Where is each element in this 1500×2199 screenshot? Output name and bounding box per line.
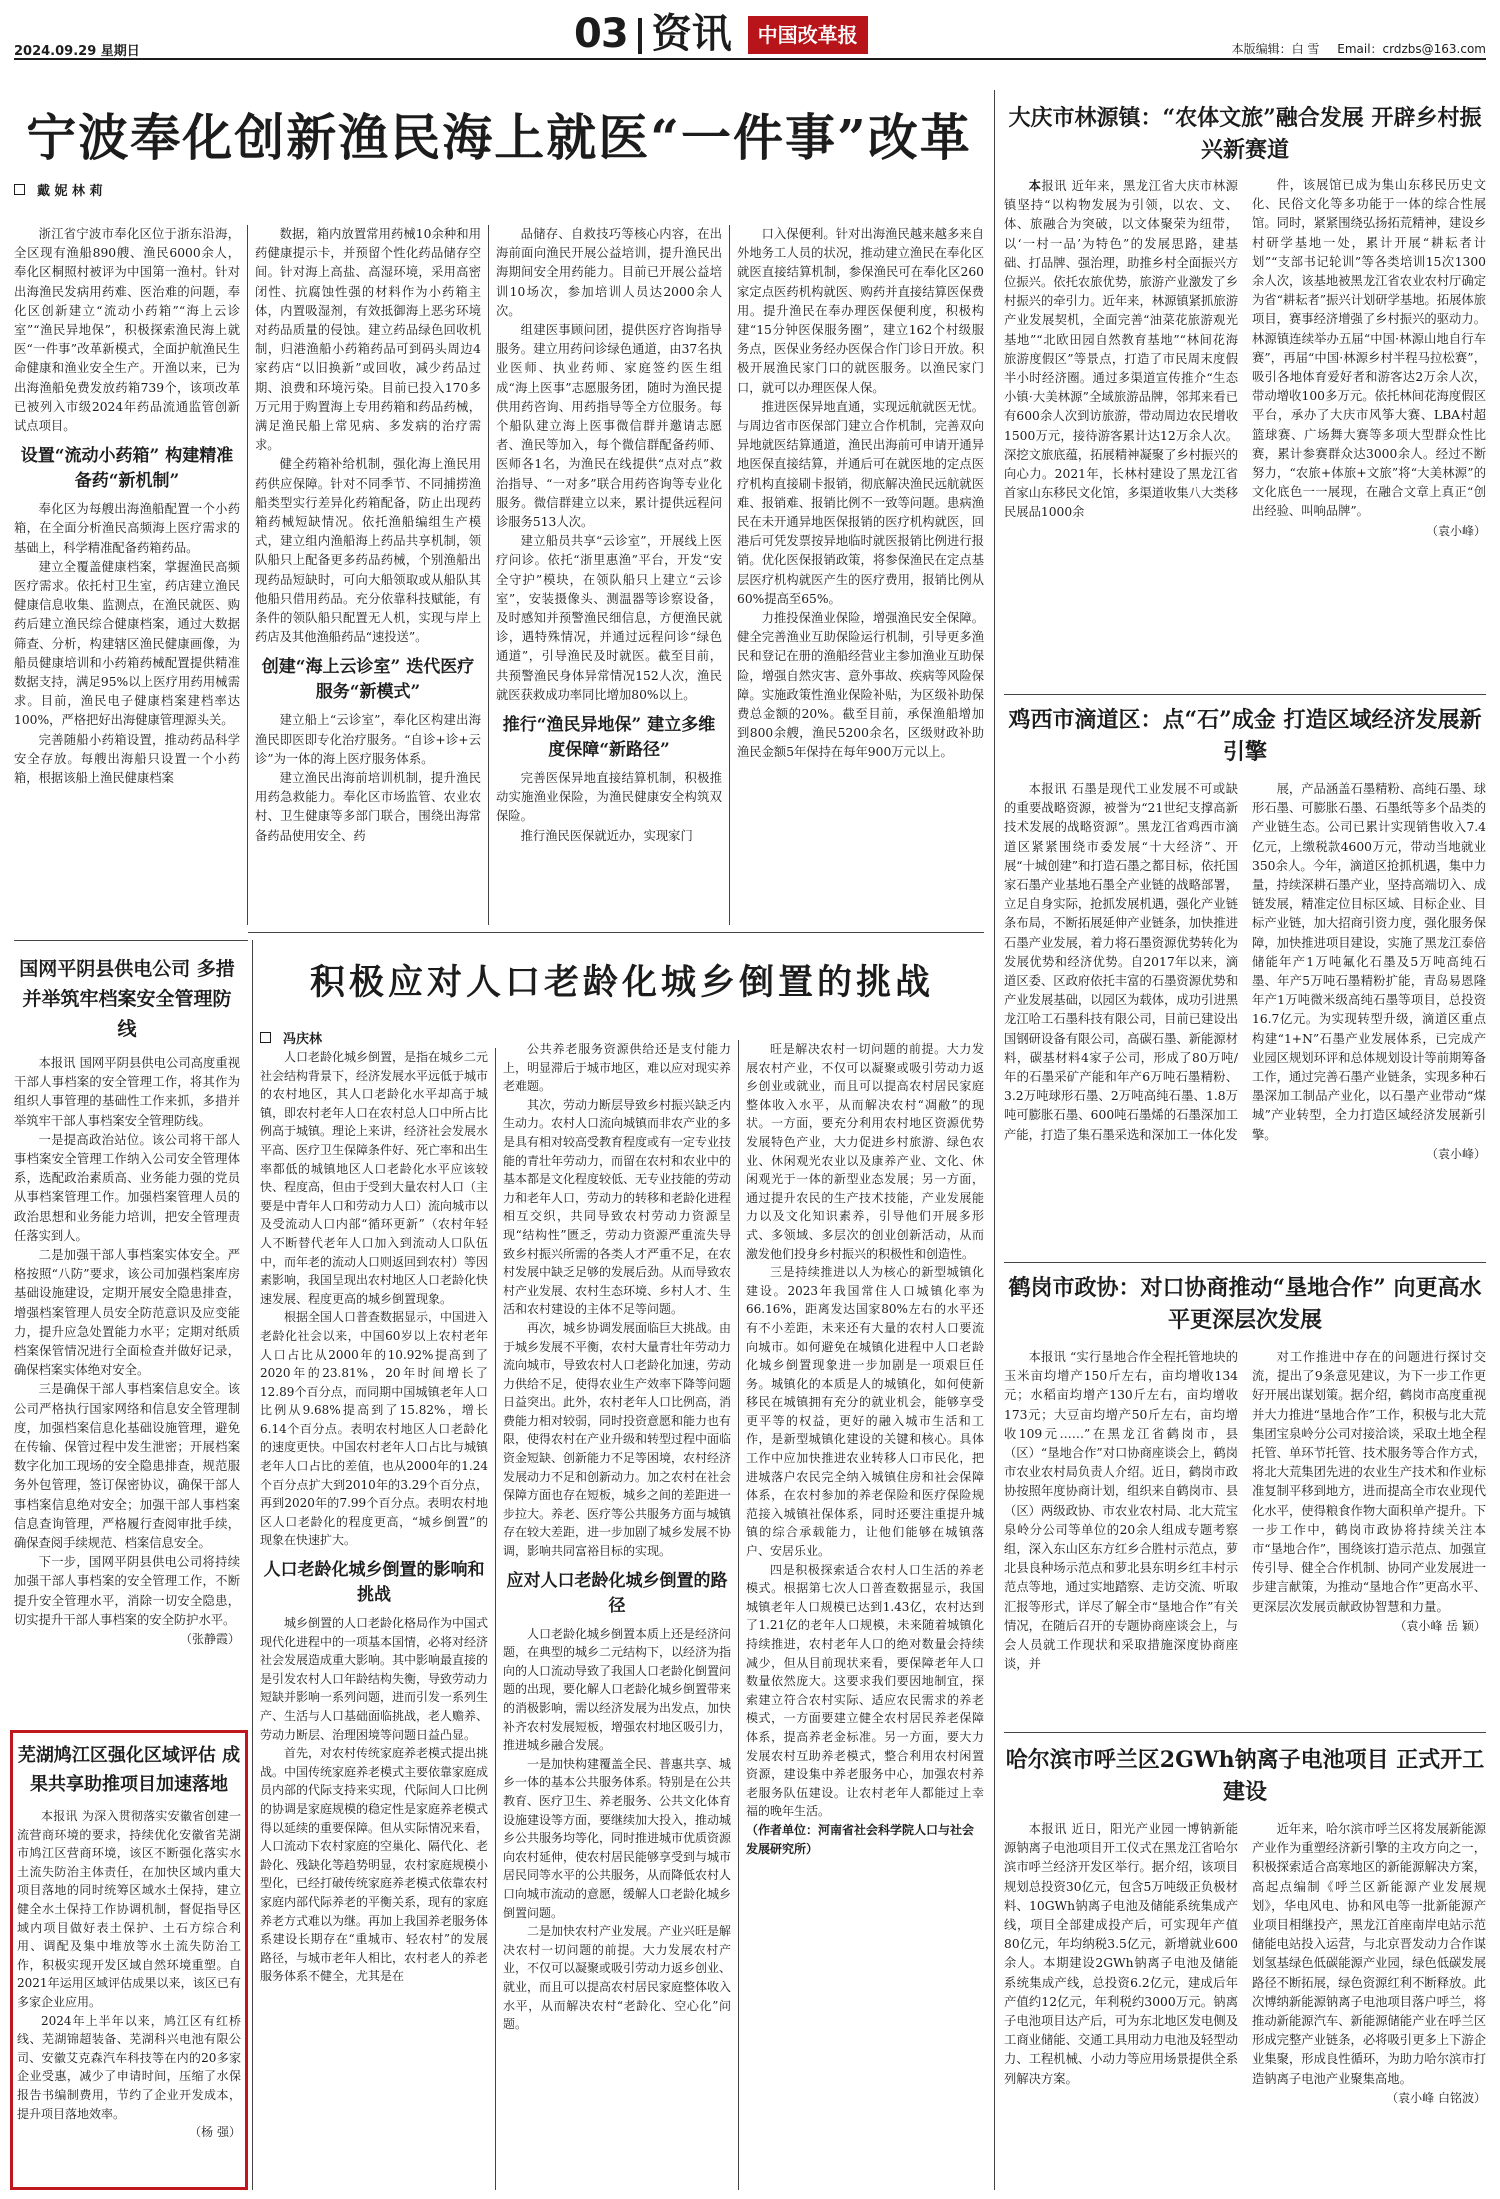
ningbo-headline: 宁波奉化创新渔民海上就医“一件事”改革 bbox=[26, 108, 972, 167]
harbin-headline: 哈尔滨市呼兰区2GWh钠离子电池项目 正式开工建设 bbox=[1005, 1747, 1485, 1805]
author-credit: （袁小峰） bbox=[1425, 1146, 1486, 1161]
hegang-col-1 bbox=[1004, 1348, 1238, 1726]
guoguo-headline: 国网平阴县供电公司 多措并举筑牢档案安全管理防线 bbox=[19, 958, 235, 1040]
author-credit: （袁小峰） bbox=[1425, 523, 1486, 538]
aging-col-2 bbox=[503, 1040, 731, 2190]
paragraph: 力推投保渔业保险，增强渔民安全保障。健全完善渔业互助保险运行机制，引导更多渔民和登记在册的渔船经营业主参加渔业互助保险，增强自然灾害、意外事故、疾病等风险保障。实施政策性渔业保险补贴，为区级补助保费总金额的20%。截至目前，承保渔船增加到800余艘，渔民5200余名，区级财政补助渔民金额5年保持在每年900万元以上。 bbox=[737, 611, 984, 760]
wuhu-article-highlight bbox=[10, 1730, 248, 2190]
paragraph: 下一步，国网平阴县供电公司将持续加强干部人事档案的安全管理工作，不断提升安全管理水平，消除一切安全隐患，切实提升干部人事档案的安全防护水平。 bbox=[14, 1555, 240, 1627]
aging-headline: 积极应对人口老龄化城乡倒置的挑战 bbox=[309, 962, 934, 1003]
ningbo-col-1 bbox=[14, 225, 240, 925]
guoguo-article bbox=[14, 950, 240, 1720]
ningbo-col-3 bbox=[496, 225, 722, 925]
ningbo-byline: 戴 妮 林 莉 bbox=[14, 180, 984, 199]
paragraph: 本报讯 为深入贯彻落实安徽省创建一流营商环境的要求，持续优化安徽省芜湖市鸠江区营商环境，该区不断强化落实水土流失防治主体责任，在加快区域内重大项目落地的同时统筹区域水土保持，建立健全水土保持工作协调机制，督促指导区域内项目做好表土保护、土石方综合利用、调配及集中堆放等水土流失防治工作，积极实现开发区域自然环境重塑。自2021年运用区域评估成果以来，该区已有多家企业应用。 bbox=[17, 1809, 241, 2009]
ningbo-header bbox=[14, 90, 984, 220]
jixi-col-2 bbox=[1252, 780, 1486, 1256]
paragraph: 本报讯 国网平阴县供电公司高度重视干部人事档案的安全管理工作，将其作为组织人事管理的基础性工作来抓，多措并举筑牢干部人事档案安全管理防线。 bbox=[14, 1056, 240, 1128]
masthead bbox=[14, 11, 1486, 60]
harbin-col-1 bbox=[1004, 1820, 1238, 2190]
paragraph: 本报讯 近日，阳光产业园一博钠新能源钠离子电池项目开工仪式在黑龙江省哈尔滨市呼兰经济开发区举行。据介绍，该项目规划总投资30亿元，包含5万吨级正负极材料、10GWh钠离子电池及储能系统集成产线，项目全部建成投产后，可实现年产值80亿元，年均纳税3.5亿元，新增就业600余人。本期建设2GWh钠离子电池及储能系统集成产线，总投资6.2亿元，建成后年产值约12亿元，年利税约3000万元。钠离子电池项目达产后，可为东北地区发电侧及工商业储能、交通工具用动力电池及轻型动力、工程机械、小动力等应用场景提供全系列解决方案。 bbox=[1004, 1822, 1238, 2086]
paragraph: 展，产品涵盖石墨精粉、高纯石墨、球形石墨、可膨胀石墨、石墨纸等多个品类的产业链生态。公司已累计实现销售收入7.4亿元，上缴税款4600万元，带动当地就业350余人。今年，滴道区抢抓机遇，集中力量，持续深耕石墨产业，坚持高端切入、成链发展，精准定位目标区域、目标企业、目标产业链，加大招商引资力度，强化服务保障，加快推进项目建设，实施了黑龙江泰倍储能年产1万吨氟化石墨及5万吨高纯石墨、年产5万吨石墨精粉扩能，青岛易恩隆年产1万吨微米级高纯石墨等项目，总投资16.7亿元。为实现转型升级，滴道区重点构建“1+N”石墨产业发展体系，已完成产业园区规划环评和总体规划设计等前期筹备工作，通过完善石墨产业链条，实现多种石墨深加工制品产业化，以石墨产业带动“煤城”产业转型，全力打造区域经济发展新引擎。 bbox=[1252, 782, 1486, 1142]
daqing-article bbox=[1004, 96, 1486, 688]
section-rule bbox=[1004, 694, 1486, 695]
paragraph: 推进医保异地直通，实现远航就医无忧。与周边省市医保部门建立合作机制，完善双向异地就医结算通道，渔民出海前可申请开通异地医保直接结算，并通后可在就医地的定点医疗机构直接刷卡报销，彻底解决渔民远航就医难、报销难、报销比例不一致等问题。患病渔民在未开通异地医保报销的医疗机构就医，回港后可凭发票按异地临时就医报销比例进行报销。优化医保报销政策，将参保渔民在定点基层医疗机构就医产生的医疗费用，报销比例从60%提高至65%。 bbox=[737, 399, 984, 606]
paragraph: 对工作推进中存在的问题进行探讨交流，提出了9条意见建议，为下一步工作更好开展出谋划策。据介绍，鹤岗市高度重视并大力推进“垦地合作”工作，积极与北大荒集团宝泉岭分公司对接洽谈，采取土地全程托管、单环节托管、技术服务等合作方式，将北大荒集团先进的农业生产技术和作业标准复制平移到地方，进而提高全市农业现代化水平，使得粮食作物大面积单产提升。下一步工作中，鹤岗市政协将持续关注本市“垦地合作”，围绕该打造示范点、加强宣传引导、健全合作机制、协同产业发展进一步建言献策，为推动“垦地合作”更高水平、更深层次发展贡献政协智慧和力量。 bbox=[1252, 1350, 1486, 1614]
section-rule bbox=[14, 940, 248, 941]
paragraph: 近年来，哈尔滨市呼兰区将发展新能源产业作为重塑经济新引擎的主攻方向之一，积极探索适合高寒地区的新能源解决方案，高起点编制《呼兰区新能源产业发展规划》，华电风电、协和风电等一批新能源产业项目相继投产，黑龙江首座南岸电站示范储能电站投入运营，与北京晋发动力合作谋划氢基绿色低碳能源产业园，绿色低碳发展路径不断拓展，绿色资源红利不断释放。此次博纳新能源钠离子电池项目落户呼兰，将推动新能源汽车、新能源储能产业在呼兰区形成完整产业链条，必将吸引更多上下游企业集聚，形成良性循环，为助力哈尔滨市打造钠离子电池产业聚集高地。 bbox=[1252, 1822, 1486, 2086]
paragraph: 根据全国人口普查数据显示，中国进入老龄化社会以来，中国60岁以上农村老年人口占比从2000年的10.92%提高到了2020年的23.81%，20年时间增长了12.89个百分点，而同期中国城镇老年人口比例从9.68%提高到了15.82%，增长6.14个百分点。表明农村地区人口老龄化的速度更快。中国农村老年人口占比与城镇老年人口占比的差值，也从2000年的1.24个百分点扩大到2010年的3.29个百分点，再到2020年的7.99个百分点。表明农村地区人口老龄化的程度更高，“城乡倒置”的现象在快速扩大。 bbox=[260, 1310, 488, 1548]
paragraph: 首先，对农村传统家庭养老模式提出挑战。中国传统家庭养老模式主要依靠家庭成员内部的代际支持来实现，代际间人口比例的协调是家庭规模的稳定性是家庭养老模式得以延续的重要保障。但从实际情况来看，人口流动下农村家庭的空巢化、隔代化、老龄化、残缺化等趋势明显，农村家庭规模小型化，已经打破传统家庭养老模式依靠农村家庭内部代际养老的平衡关系，现有的家庭养老方式难以为继。再加上我国养老服务体系建设长期存在“重城市、轻农村”的发展路径，与城市老年人相比，农村老人的养老服务体系不健全，尤其是在 bbox=[260, 1746, 488, 1984]
paragraph: 本报讯 石墨是现代工业发展不可或缺的重要战略资源，被誉为“21世纪支撑高新技术发展的战略资源”。黑龙江省鸡西市滴道区紧紧围绕市委发展“十大经济”、开展“十城创建”和打造石墨之都目标，依托国家石墨产业基地石墨全产业链的战略部署，立足自身实际，抢抓发展机遇，强化产业链条布局，不断拓展延伸产业链条，加快推进石墨产业发展，着力将石墨资源优势转化为发展优势和经济优势。自2017年以来，滴道区委、区政府依托丰富的石墨资源优势和产业发展基础，以园区为载体，成功引进黑龙江哈工石墨科技有限公司，目前已建设出国钢研设备有限公司，高碳石墨、新能源材料，碳基材料4家子公司，形成了80万吨/年的石墨采矿产能和年产6万吨石墨精粉、3.2万吨球形石墨、2万吨高纯石墨、1.8万吨可膨胀石墨、600吨石墨烯的石墨深加工产能，打造了集石墨采选和深加工一体化发 bbox=[1004, 782, 1238, 1142]
paragraph: 推行渔民医保就近办，实现家门 bbox=[520, 828, 693, 843]
paragraph: 本报讯 “实行垦地合作全程托管地块的玉米亩均增产150斤左右，亩均增收134元；水稻亩均增产130斤左右，亩均增收173元；大豆亩均增产50斤左右，亩均增收109元……”在黑龙江省鹤岗市，县（区）“垦地合作”对口协商座谈会上，鹤岗市农业农村局负责人介绍。近日，鹤岗市政协按照年度协商计划，组织来自鹤岗市、县（区）两级政协、市农业农村局、北大荒宝泉岭分公司等单位的20余人组成专题考察组，深入东山区东方红乡合胜村示范点，萝北县良种场示范点和萝北县东明乡红丰村示范点等地，通过实地踏察、走访交流、听取汇报等形式，详尽了解全市“垦地合作”有关情况，在随后召开的专题协商座谈会上，与会人员就工作现状和采取措施深度协商座谈，并 bbox=[1004, 1350, 1238, 1672]
paragraph: 三是持续推进以人为核心的新型城镇化建设。2023年我国常住人口城镇化率为66.16%，距离发达国家80%左右的水平还有不小差距，未来还有大量的农村人口要流向城市。如何避免在城镇化进程中人口老龄化城乡倒置现象进一步加剧是一项艰巨任务。城镇化的本质是人的城镇化，如何使新移民在城镇拥有充分的就业机会，能够享受更平等的权益，更好的融入城市生活和工作，是新型城镇化建设的关键和核心。具体工作中应加快推进农业转移人口市民化，把进城落户农民完全纳入城镇住房和社会保障体系，在农村参加的养老保险和医疗保险规范接入城镇社保体系，同时还要注重提升城镇的综合承载能力，让他们能够在城镇落户、安居乐业。 bbox=[746, 1265, 984, 1559]
paragraph: 健全药箱补给机制，强化海上渔民用药供应保障。针对不同季节、不同捕捞渔船类型实行差异化药箱配备，防止出现药箱药械短缺情况。依托渔船编组生产模式，建立组内渔船海上药品共享机制，领队船只上配备更多药品药械，个别渔船出现药品短缺时，可向大船领取或从船队其他船只借用药品。充分依靠科技赋能，有条件的领队船只配置无人机，实现与岸上药店及其他渔船药品“速投送”。 bbox=[255, 457, 481, 645]
masthead-info bbox=[1218, 40, 1486, 57]
section-rule bbox=[1004, 1262, 1486, 1263]
paragraph: 建立全覆盖健康档案，掌握渔民高频医疗需求。依托村卫生室，药店建立渔民健康信息收集、监测点，在渔民就医、购药后建立渔民综合健康档案，通过大数据筛查、分析，构建辖区渔民健康画像，为船员健康培训和小药箱药械配置提供精准数据支持，满足95%以上医疗用药用械需求。目前，渔民电子健康档案建档率达100%，严格把好出海健康管理源头关。 bbox=[14, 559, 240, 728]
hegang-article bbox=[1004, 1268, 1486, 1726]
paragraph: 二是加快农村产业发展。产业兴旺是解决农村一切问题的前提。大力发展农村产业，不仅可以凝聚或吸引劳动力返乡创业、就业，而且可以提高农村居民家庭整体收入水平，从而解决农村“老龄化、空心化”问题。 bbox=[503, 1924, 731, 2032]
subheading: 创建“海上云诊室” 迭代医疗服务“新模式” bbox=[261, 657, 475, 703]
paragraph: 建立船员共享“云诊室”，开展线上医疗问诊。依托“浙里惠渔”平台，开发“安全守护”模块，在领队船只上建立“云诊室”，安装摄像头、测温器等诊察设备，及时感知并预警渔民细信息，方便渔民就诊，遇特殊情况，并通过远程问诊“绿色通道”，引导渔民及时就医。截至目前，共预警渔民身体异常情况152人次，渔民就医获救成功率同比增加80%以上。 bbox=[496, 534, 722, 702]
wuhu-body bbox=[17, 1807, 241, 2142]
column-rule bbox=[495, 1048, 496, 2190]
wuhu-headline: 芜湖鸠江区强化区域评估 成果共享助推项目加速落地 bbox=[17, 1745, 241, 1795]
page-title-group bbox=[574, 11, 868, 57]
paragraph: 旺是解决农村一切问题的前提。大力发展农村产业，不仅可以凝聚或吸引劳动力返乡创业或就业，而且可以提高农村居民家庭整体收入水平，从而解决农村“凋敝”的现状。一方面，要充分利用农村地区资源优势发展特色产业，大力促进乡村旅游、绿色农业、休闲观光农业以及康养产业、文化、休闲观光于一体的新型业态发展；另一方面，通过提升农民的生产技术技能，产业发展能力以及文化知识素养，引导他们开展多形式、多领域、多层次的创业创新活动，从而激发他们投身乡村振兴的积极性和创造性。 bbox=[746, 1042, 984, 1261]
page-number: 03 bbox=[574, 11, 628, 57]
paragraph: 公共养老服务资源供给还是支付能力上，明显滞后于城市地区，难以应对现实养老难题。 bbox=[503, 1042, 731, 1094]
subheading: 应对人口老龄化城乡倒置的路径 bbox=[506, 1570, 728, 1616]
guoguo-body bbox=[14, 1054, 240, 1649]
editor-credit: 本版编辑：白 雪 bbox=[1231, 42, 1320, 56]
author-credit: （张静霞） bbox=[179, 1632, 240, 1647]
section-rule bbox=[1004, 1732, 1486, 1733]
paragraph: 口入保便利。针对出海渔民越来越多来自外地务工人员的状况，推动建立渔民在奉化区就医直接结算机制，参保渔民可在奉化区260家定点医药机构就医、购药并直接结算医保费用。提升渔民在奉办理医保便利度，积极构建“15分钟医保服务圈”，建立162个村级服务点，医保业务经办医保合作门诊日开放。积极开展渔民家门口的就医服务。以渔民家门口，就可以办理医保人保。 bbox=[737, 227, 984, 395]
aging-byline: 冯庆林 bbox=[260, 1028, 460, 1047]
paragraph: 完善随船小药箱设置，推动药品科学安全存放。每艘出海船只设置一个小药箱，根据该船上渔民健康档案 bbox=[14, 732, 240, 786]
paragraph: 2024年上半年以来，鸠江区有红桥线、芜湖锦超装备、芜湖科兴电池有限公司、安徽艾克森汽车科技等在内的20多家企业受惠，减少了申请时间，压缩了水保报告书编制费用，节约了企业开发成本，提升项目落地效率。 bbox=[17, 2013, 241, 2121]
author-credit: （杨 强） bbox=[189, 2125, 241, 2140]
paragraph: 数据，箱内放置常用药械10余种和用药健康提示卡，并预留个性化药品储存空间。针对海上高盐、高湿环境，采用高密闭性、抗腐蚀性强的材料作为小药箱主体，内置吸湿剂，有效抵御海上恶劣环境对药品质量的侵蚀。建立药品绿色回收机制，归港渔船小药箱药品可到码头周边4家药店“以旧换新”或回收，减少药品过期、浪费和环境污染。目前已投入170多万元用于购置海上专用药箱和药品药械，满足渔民船上常见病、多发病的治疗需求。 bbox=[255, 227, 481, 453]
harbin-col-2 bbox=[1252, 1820, 1486, 2190]
aging-col-3 bbox=[746, 1040, 984, 2190]
daqing-col-2 bbox=[1252, 176, 1486, 688]
column-rule bbox=[252, 940, 253, 2190]
paragraph: 一是加快构建覆盖全民、普惠共享、城乡一体的基本公共服务体系。特别是在公共教育、医疗卫生、养老服务、公共文化体育设施建设等方面，要继续加大投入，推动城乡公共服务均等化，同时推进城市优质资源向农村延伸，使农村居民能够享受到与城市居民同等水平的公共服务，从而降低农村人口向城市流动的意愿，缓解人口老龄化城乡倒置问题。 bbox=[503, 1756, 731, 1920]
column-rule bbox=[738, 1040, 739, 2190]
paragraph: 本报讯 近年来，黑龙江省大庆市林源镇坚持“以构物发展为引领，以农、文、体、旅融合为突破，以文体聚荣为纽带，以‘一村一品’为特色”的发展思路，建基础、打品牌、强治理，助推乡村全面振兴方位振兴。依托农旅优势，旅游产业激发了乡村振兴的牵引力。近年来，林源镇紧抓旅游产业发展契机，全面完善“油菜花旅游观光基地”“北欧田园自然教育基地”“林间花海旅游度假区”等景点，打造了市民周末度假半小时经济圈。通过多渠道宣传推介“生态小镇·大美林源”全域旅游品牌，邻邦来看已有600余人次到访旅游，带动周边农民增收1500万元，接待游客累计达12万余人次。深挖文旅底蕴，拓展精神凝聚了乡村振兴的向心力。2021年，长林村建设了黑龙江省首家山东移民文化馆，多渠道收集八大类移民展品1000余 bbox=[1004, 178, 1238, 520]
divider bbox=[638, 18, 642, 54]
ningbo-col-4 bbox=[737, 225, 984, 925]
paragraph: 三是确保干部人事档案信息安全。该公司严格执行国家网络和信息安全管理制度，加强档案信息化基础设施管理，避免在传输、保管过程中发生泄密；开展档案数字化加工现场的安全隐患排查，规范服务外包管理，签订保密协议，确保干部人事档案信息绝对安全；加强干部人事档案信息查询管理，严格履行查阅审批手续，确保查阅手续规范、档案信息安全。 bbox=[14, 1382, 240, 1551]
paragraph: 组建医事顾问团，提供医疗咨询指导服务。建立用药问诊绿色通道，由37名执业医师、执业药师、家庭签约医生组成“海上医事”志愿服务团，随时为渔民提供用药咨询、用药指导等全方位服务。每个船队建立海上医事微信群并邀请志愿者、渔民等加入，每个微信群配备药师、医师各1名，为渔民在线提供“点对点”救治指导、“一对多”联合用药咨询等专业化服务。微信群建立以来，累计提供远程问诊服务513人次。 bbox=[496, 323, 722, 530]
paragraph: 其次，劳动力断层导致乡村振兴缺乏内生动力。农村人口流向城镇而非农产业的多是具有相对较高受教育程度或有一定专业技能的青壮年劳动力，而留在农村和农业中的基本都是文化程度较低、无专业技能的劳动力和老年人口，劳动力的转移和老龄化进程相互交织，共同导致农村劳动力资源呈现“结构性”匮乏，劳动力资源严重流失导致乡村振兴所需的各类人才严重不足，在农村发展中缺乏足够的发展后劲。从而导致农村产业发展、农村生态环境、乡村人才、生活和农村建设的主体不足等问题。 bbox=[503, 1097, 731, 1317]
paragraph: 四是积极探索适合农村人口生活的养老模式。根据第七次人口普查数据显示，我国城镇老年人口规模已达到1.43亿，农村达到了1.21亿的老年人口规模，未来随着城镇化持续推进，农村老年人口的绝对数量会持续减少，但从目前现状来看，要保障老年人口数量依然庞大。这要求我们要因地制宜，探索建立符合农村实际、适应农民需求的养老模式，一方面要建立健全农村居民养老保障体系，提高养老金标准。另一方面，要大力发展农村互助养老模式，整合利用农村闲置资源，建设集中养老服务中心，加强农村养老服务队伍建设。让农村老年人都能过上幸福的晚年生活。 bbox=[746, 1562, 984, 1819]
subheading: 设置“流动小药箱” 构建精准备药“新机制” bbox=[20, 446, 234, 492]
column-rule bbox=[994, 90, 995, 2190]
paragraph: 品储存、自救技巧等核心内容，在出海前面向渔民开展公益培训，提升渔民出海期间安全用药能力。目前已开展公益培训10场次，参加培训人员达2000余人次。 bbox=[496, 227, 722, 318]
paragraph: 建立渔民出海前培训机制，提升渔民用药急救能力。奉化区市场监管、农业农村、卫生健康等多部门联合，围绕出海常备药品使用安全、药 bbox=[255, 771, 481, 843]
paragraph: 再次，城乡协调发展面临巨大挑战。由于城乡发展不平衡，农村大量青壮年劳动力流向城市，导致农村人口老龄化加速，劳动力供给不足，使得农业生产效率下降等问题日益突出。此外，农村老年人口比例高，消费能力相对较弱，同时投资意愿和能力也有限，使得农村在产业升级和转型过程中面临资金短缺、创新能力不足等困境，农村经济发展动力不足和创新动力。加之农村在社会保障方面也存在短板，城乡之间的差距进一步拉大。养老、医疗等公共服务方面与城镇存在较大差距，进一步加剧了城乡发展不协调，影响共同富裕目标的实现。 bbox=[503, 1320, 731, 1559]
newspaper-logo: 中国改革报 bbox=[748, 16, 868, 54]
paragraph: 二是加强干部人事档案实体安全。严格按照“八防”要求，该公司加强档案库房基础设施建设，定期开展安全隐患排查，增强档案管理人员安全防范意识及应变能力，提升应急处置能力水平；定期对纸质档案保管情况进行全面检查并做好记录，确保档案实体绝对安全。 bbox=[14, 1248, 240, 1378]
editor-email: Email：crdzbs@163.com bbox=[1337, 42, 1486, 56]
column-rule bbox=[729, 225, 730, 925]
harbin-article bbox=[1004, 1740, 1486, 2190]
paragraph: 浙江省宁波市奉化区位于浙东沿海，全区现有渔船890艘、渔民6000余人，奉化区桐照村被评为中国第一渔村。针对出海渔民发病用药难、医治难的问题，奉化区创新建立“流动小药箱”“海上云诊室”“渔民异地保”，积极探索渔民海上就医“一件事”改革新模式，全面护航渔民生命健康和渔业安全生产。开渔以来，已为出海渔船免费发放药箱739个，该项改革已被列入市级2024年药品流通监管创新试点项目。 bbox=[14, 227, 240, 434]
hegang-col-2 bbox=[1252, 1348, 1486, 1726]
paragraph: 完善医保异地直接结算机制，积极推动实施渔业保险，为渔民健康安全构筑双保险。 bbox=[496, 771, 722, 824]
paragraph: 建立船上“云诊室”，奉化区构建出海渔民即医即专化治疗服务。“自诊+诊+云诊”为一体的海上医疗服务体系。 bbox=[255, 713, 481, 766]
paragraph: 城乡倒置的人口老龄化格局作为中国式现代化进程中的一项基本国情，必将对经济社会发展造成重大影响。其中影响最直接的是引发农村人口年龄结构失衡，导致劳动力短缺并影响一系列问题，进而引发一系列生产、生活与人口基础面临挑战，老人赡养、劳动力断层、治理困境等问题日益凸显。 bbox=[260, 1616, 488, 1742]
issue-date: 2024.09.29 星期日 bbox=[14, 44, 140, 59]
daqing-col-1 bbox=[1004, 176, 1238, 688]
paragraph: 人口老龄化城乡倒置本质上还是经济问题，在典型的城乡二元结构下，以经济为指向的人口流动导致了我国人口老龄化倒置问题的出现，要化解人口老龄化城乡倒置带来的消极影响，需以经济发展为出发点，加快补齐农村发展短板，增强农村地区吸引力，推进城乡融合发展。 bbox=[503, 1626, 731, 1753]
aging-header bbox=[260, 945, 984, 1020]
aging-col-1 bbox=[260, 1048, 488, 2190]
jixi-col-1 bbox=[1004, 780, 1238, 1256]
jixi-article bbox=[1004, 700, 1486, 1256]
author-credit: （袁小峰 白铭波） bbox=[1386, 2090, 1486, 2105]
author-affiliation: （作者单位：河南省社会科学院人口与社会发展研究所） bbox=[746, 1822, 975, 1856]
jixi-headline: 鸡西市滴道区：点“石”成金 打造区域经济发展新引擎 bbox=[1008, 707, 1482, 765]
section-title: 资讯 bbox=[651, 11, 732, 57]
paragraph: 件，该展馆已成为集山东移民历史文化、民俗文化等多功能于一体的综合性展馆。同时，紧紧围绕弘扬拓荒精神，建设乡村研学基地一处，累计开展“耕耘者计划”“支部书记轮训”等各类培训15次1300余人次，该基地被黑龙江省农业农村厅确定为省“耕耘者”振兴计划研学基地。拓展体旅项目，赛事经济增强了乡村振兴的驱动力。林源镇连续举办五届“中国·林源山地自行车赛”，再届“中国·林源乡村半程马拉松赛”，吸引各地体育爱好者和游客达2万余人次，带动增收100多万元。依托林间花海度假区平台，承办了大庆市风筝大赛、LBA村超篮球赛、广场舞大赛等多项大型群众性比赛，累计参赛群众达3000余人。经过不断努力，“农旅+体旅+文旅”将“大美林源”的文化底色一一展现，在融合文章上真正“创出经验、叫响品牌”。 bbox=[1252, 178, 1486, 519]
subheading: 人口老龄化城乡倒置的影响和挑战 bbox=[263, 1560, 485, 1606]
column-rule bbox=[247, 225, 248, 925]
subheading: 推行“渔民异地保” 建立多维度保障“新路径” bbox=[502, 715, 716, 761]
column-rule bbox=[488, 225, 489, 925]
daqing-headline: 大庆市林源镇：“农体文旅”融合发展 开辟乡村振兴新赛道 bbox=[1008, 105, 1482, 163]
paragraph: 奉化区为每艘出海渔船配置一个小药箱，在全面分析渔民高频海上医疗需求的基础上，科学精准配备药箱药品。 bbox=[14, 502, 240, 555]
section-rule bbox=[248, 932, 984, 933]
paragraph: 一是提高政治站位。该公司将干部人事档案安全管理工作纳入公司安全管理体系，选配政治素质高、业务能力强的党员从事档案管理工作。加强档案管理人员的政治思想和业务能力培训，把安全管理责任落实到人。 bbox=[14, 1132, 240, 1243]
author-credit: （袁小峰 岳 颖） bbox=[1394, 1618, 1486, 1633]
ningbo-col-2 bbox=[255, 225, 481, 925]
hegang-headline: 鹤岗市政协：对口协商推动“垦地合作” 向更高水平更深层次发展 bbox=[1008, 1275, 1482, 1333]
paragraph: 人口老龄化城乡倒置，是指在城乡二元社会结构背景下，经济发展水平远低于城市的农村地区，其人口老龄化水平却高于城镇，即农村老年人口在农村总人口中所占比例高于城镇。理论上来讲，经济社会发展水平高、医疗卫生保障条件好、死亡率和出生率都低的城镇地区人口老龄化水平应该较快、程度高，但由于受到大量农村人口（主要是中青年人口和劳动力人口）流向城市以及受流动人口内部“循环更新”（农村年轻人不断替代老年人口加入到流动人口队伍中，而年老的流动人口则返回到农村）等因素影响，我国呈现出农村地区人口老龄化快速发展、程度更高的城乡倒置现象。 bbox=[260, 1050, 488, 1306]
